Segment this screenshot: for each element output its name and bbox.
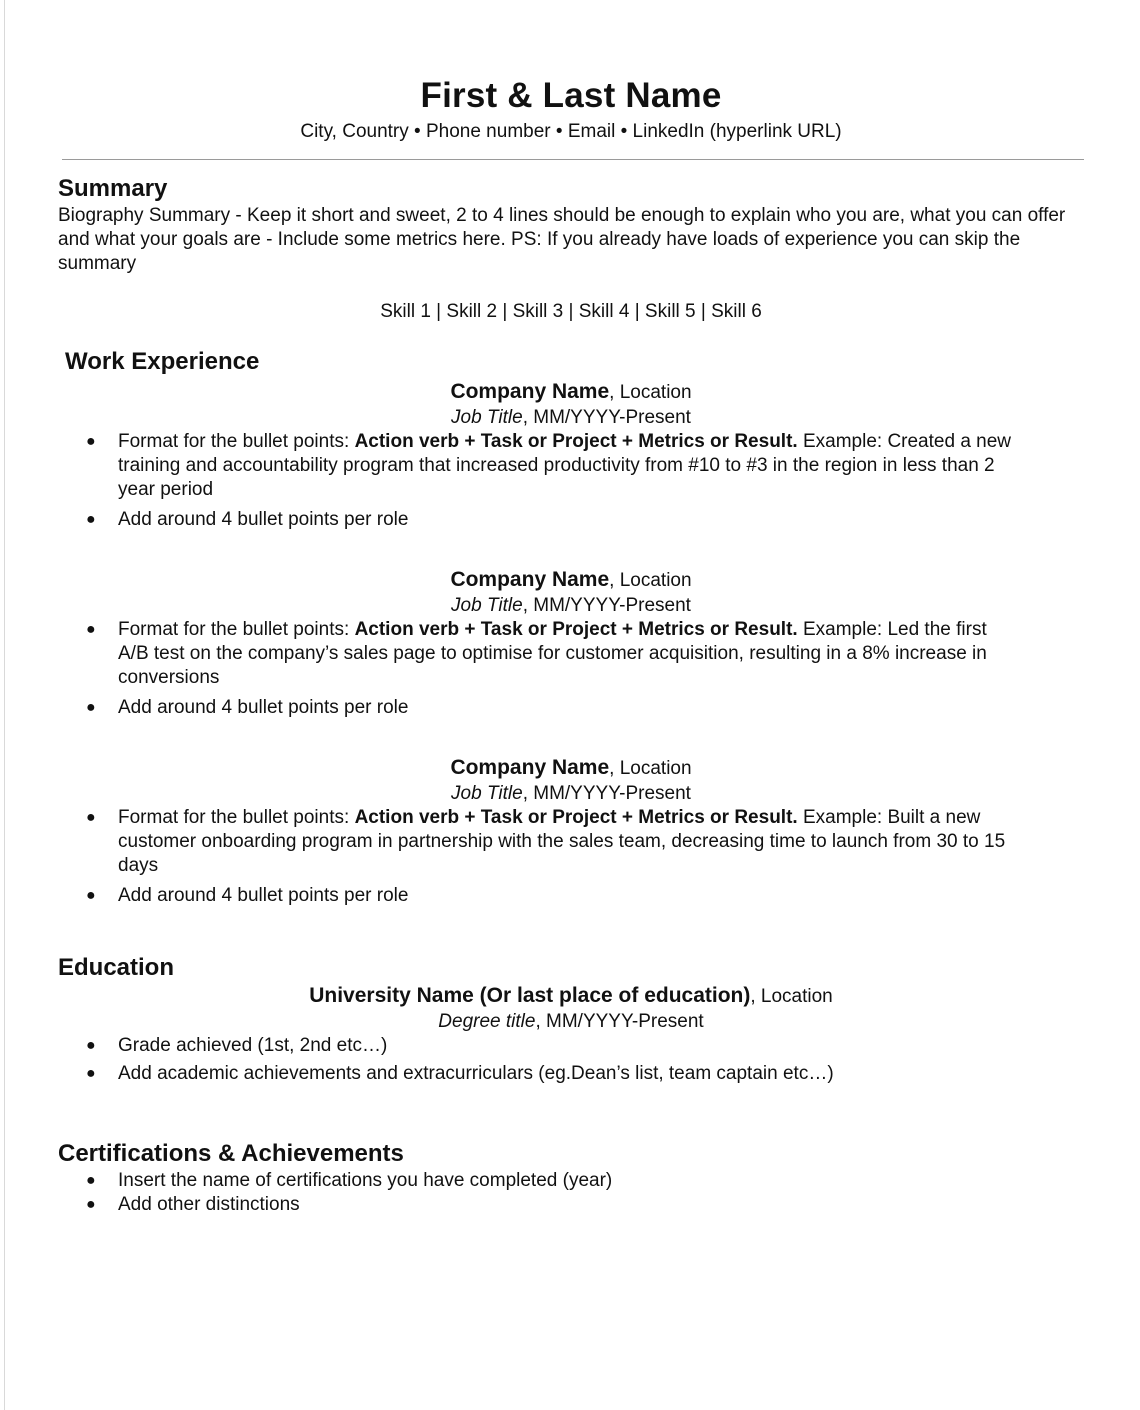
list-item xyxy=(58,1034,1084,1058)
resume-header xyxy=(58,72,1084,145)
degree-line xyxy=(58,1009,1084,1034)
job-company-line xyxy=(58,379,1084,405)
bullet-prefix: Format for the bullet points: xyxy=(118,619,355,640)
school-name: University Name (Or last place of education) xyxy=(309,984,751,1007)
bullet-text: Insert the name of certifications you have completed (year) xyxy=(118,1170,613,1191)
bullet-formula: Action verb + Task or Project + Metrics or Result. xyxy=(354,807,798,828)
bullet-formula: Action verb + Task or Project + Metrics or Result. xyxy=(354,619,798,640)
bullet-example: Example: Led the first A/B test on the company’s sales page to optimise for customer acquisition, resulting in a 8% increase in conversions xyxy=(118,619,987,688)
bullet-icon: ● xyxy=(86,887,96,904)
bullet-icon: ● xyxy=(86,1037,96,1054)
company-location: , Location xyxy=(609,570,692,591)
job-entry xyxy=(58,567,1084,618)
job-bullet-list xyxy=(58,430,1018,532)
job-dates: , MM/YYYY-Present xyxy=(522,407,691,428)
page-edge xyxy=(4,0,5,1410)
full-name: First & Last Name xyxy=(420,76,722,115)
bullet-prefix: Format for the bullet points: xyxy=(118,431,355,452)
list-item xyxy=(58,696,1018,720)
job-dates: , MM/YYYY-Present xyxy=(522,595,691,616)
bullet-example: Example: Built a new customer onboarding program in partnership with the sales team, decreasing time to launch from 30 to 15 days xyxy=(118,807,1006,876)
list-item xyxy=(58,1193,1084,1217)
job-entry xyxy=(58,379,1084,430)
company-name: Company Name xyxy=(450,568,610,591)
summary-heading: Summary xyxy=(58,175,168,202)
job-title: Job Title xyxy=(451,783,523,804)
bullet-formula: Action verb + Task or Project + Metrics or Result. xyxy=(354,431,798,452)
bullet-icon: ● xyxy=(86,433,96,450)
job-title: Job Title xyxy=(451,595,523,616)
contact-line: City, Country • Phone number • Email • LinkedIn (hyperlink URL) xyxy=(300,121,842,142)
job-title: Job Title xyxy=(451,407,523,428)
bullet-text: Add academic achievements and extracurriculars (eg.Dean’s list, team captain etc…) xyxy=(118,1063,834,1084)
education-bullet-list xyxy=(58,1034,1084,1086)
company-location: , Location xyxy=(609,382,692,403)
list-item xyxy=(58,618,1018,690)
bullet-icon: ● xyxy=(86,1172,96,1189)
company-location: , Location xyxy=(609,758,692,779)
degree-title: Degree title xyxy=(438,1011,536,1032)
company-name: Company Name xyxy=(450,756,610,779)
summary-text: Biography Summary - Keep it short and sweet, 2 to 4 lines should be enough to explain who you are, what you can offer and what your goals are - Include some metrics here. PS: If you already have loads of experience you can skip the summary xyxy=(58,205,1066,274)
job-entry xyxy=(58,755,1084,806)
list-item xyxy=(58,1062,1084,1086)
bullet-icon: ● xyxy=(86,1196,96,1213)
certifications-heading: Certifications & Achievements xyxy=(58,1140,404,1167)
bullet-text: Grade achieved (1st, 2nd etc…) xyxy=(118,1035,388,1056)
list-item xyxy=(58,1169,1084,1193)
job-title-line xyxy=(58,593,1084,618)
company-name: Company Name xyxy=(450,380,610,403)
job-company-line xyxy=(58,755,1084,781)
job-title-line xyxy=(58,405,1084,430)
bullet-icon: ● xyxy=(86,699,96,716)
list-item xyxy=(58,430,1018,502)
job-title-line xyxy=(58,781,1084,806)
bullet-icon: ● xyxy=(86,511,96,528)
bullet-text: Add around 4 bullet points per role xyxy=(118,885,409,906)
degree-dates: , MM/YYYY-Present xyxy=(535,1011,704,1032)
certifications-bullet-list xyxy=(58,1169,1084,1217)
work-experience-heading: Work Experience xyxy=(65,348,260,375)
education-entry xyxy=(58,983,1084,1034)
bullet-text: Add other distinctions xyxy=(118,1194,300,1215)
bullet-icon: ● xyxy=(86,1065,96,1082)
skills-line: Skill 1 | Skill 2 | Skill 3 | Skill 4 | Skill 5 | Skill 6 xyxy=(380,301,762,322)
school-line xyxy=(58,983,1084,1009)
bullet-prefix: Format for the bullet points: xyxy=(118,807,355,828)
education-heading: Education xyxy=(58,954,175,981)
job-bullet-list xyxy=(58,618,1018,720)
list-item xyxy=(58,884,1018,908)
resume-document xyxy=(58,72,1084,1217)
bullet-example: Example: Created a new training and accountability program that increased productivity from #10 to #3 in the region in less than 2 year period xyxy=(118,431,1012,500)
bullet-icon: ● xyxy=(86,809,96,826)
header-divider xyxy=(62,159,1084,160)
bullet-text: Add around 4 bullet points per role xyxy=(118,697,409,718)
job-company-line xyxy=(58,567,1084,593)
bullet-text: Add around 4 bullet points per role xyxy=(118,509,409,530)
list-item xyxy=(58,508,1018,532)
list-item xyxy=(58,806,1018,878)
job-dates: , MM/YYYY-Present xyxy=(522,783,691,804)
bullet-icon: ● xyxy=(86,621,96,638)
school-location: , Location xyxy=(750,986,833,1007)
job-bullet-list xyxy=(58,806,1018,908)
